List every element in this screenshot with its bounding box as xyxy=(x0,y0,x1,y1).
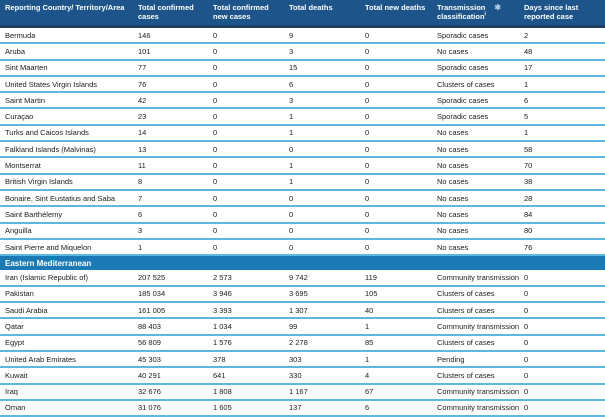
cell-transmission-classification: No cases xyxy=(437,226,469,236)
cell-total-deaths: 99 xyxy=(289,321,298,331)
section-header-label: Eastern Mediterranean xyxy=(5,258,92,268)
cell-total-confirmed-new-cases: 0 xyxy=(213,30,218,40)
cell-transmission-classification: Clusters of cases xyxy=(437,289,495,299)
cell-transmission-classification: Community transmission xyxy=(437,403,519,413)
cell-days-since-last-reported-case: 0 xyxy=(524,354,529,364)
cell-transmission-classification: Sporadic cases xyxy=(437,95,489,105)
cell-total-confirmed-new-cases: 1 808 xyxy=(213,387,232,397)
cell-total-confirmed-cases: 1 xyxy=(138,242,143,252)
cell-total-confirmed-cases: 8 xyxy=(138,177,143,187)
transmission-header-line1: Transmission ✱ xyxy=(437,3,502,12)
cell-country: Aruba xyxy=(5,46,26,56)
cell-total-new-deaths: 0 xyxy=(365,46,370,56)
column-header-total-deaths: Total deaths xyxy=(289,3,333,12)
cell-days-since-last-reported-case: 0 xyxy=(524,370,529,380)
cell-transmission-classification: No cases xyxy=(437,161,469,171)
cell-transmission-classification: Community transmission xyxy=(437,273,519,283)
table-row xyxy=(0,224,605,240)
section-header-row xyxy=(0,256,605,270)
table-row xyxy=(0,142,605,158)
cell-days-since-last-reported-case: 0 xyxy=(524,273,529,283)
cell-total-confirmed-new-cases: 3 393 xyxy=(213,305,232,315)
cell-total-new-deaths: 0 xyxy=(365,95,370,105)
cell-days-since-last-reported-case: 0 xyxy=(524,387,529,397)
cell-total-new-deaths: 0 xyxy=(365,30,370,40)
cell-country: United States Virgin Islands xyxy=(5,79,97,89)
cell-total-confirmed-cases: 6 xyxy=(138,209,143,219)
cell-total-deaths: 0 xyxy=(289,144,294,154)
table-row xyxy=(0,287,605,303)
cell-country: Kuwait xyxy=(5,370,28,380)
cell-days-since-last-reported-case: 70 xyxy=(524,161,533,171)
table-row xyxy=(0,336,605,352)
cell-total-confirmed-cases: 207 525 xyxy=(138,273,166,283)
cell-transmission-classification: Clusters of cases xyxy=(437,338,495,348)
table-row xyxy=(0,44,605,60)
cell-total-confirmed-cases: 185 034 xyxy=(138,289,166,299)
cell-total-confirmed-new-cases: 0 xyxy=(213,193,218,203)
cell-days-since-last-reported-case: 76 xyxy=(524,242,533,252)
cell-total-deaths: 330 xyxy=(289,370,302,380)
cell-country: Montserrat xyxy=(5,161,41,171)
cell-total-new-deaths: 0 xyxy=(365,128,370,138)
cell-days-since-last-reported-case: 0 xyxy=(524,289,529,299)
column-header-total-new-deaths: Total new deaths xyxy=(365,3,426,12)
cell-total-confirmed-new-cases: 0 xyxy=(213,46,218,56)
cell-transmission-classification: Pending xyxy=(437,354,465,364)
cell-country: Turks and Caicos Islands xyxy=(5,128,89,138)
cell-days-since-last-reported-case: 0 xyxy=(524,403,529,413)
table-row xyxy=(0,401,605,417)
cell-total-confirmed-cases: 42 xyxy=(138,95,147,105)
cell-total-deaths: 6 xyxy=(289,79,294,89)
cell-total-confirmed-cases: 146 xyxy=(138,30,151,40)
cell-days-since-last-reported-case: 80 xyxy=(524,226,533,236)
cell-total-confirmed-new-cases: 0 xyxy=(213,63,218,73)
cell-total-confirmed-new-cases: 0 xyxy=(213,128,218,138)
cell-transmission-classification: Clusters of cases xyxy=(437,305,495,315)
cell-total-new-deaths: 40 xyxy=(365,305,374,315)
cell-country: Anguilla xyxy=(5,226,32,236)
cell-country: Qatar xyxy=(5,321,24,331)
cell-total-confirmed-new-cases: 378 xyxy=(213,354,226,364)
cell-total-confirmed-new-cases: 0 xyxy=(213,95,218,105)
cell-total-deaths: 9 xyxy=(289,30,294,40)
cell-total-deaths: 3 695 xyxy=(289,289,308,299)
cell-total-deaths: 15 xyxy=(289,63,298,73)
cell-total-confirmed-new-cases: 1 576 xyxy=(213,338,232,348)
cell-transmission-classification: No cases xyxy=(437,242,469,252)
table-body xyxy=(0,28,605,417)
cell-total-confirmed-cases: 14 xyxy=(138,128,147,138)
cell-total-new-deaths: 0 xyxy=(365,161,370,171)
cell-total-new-deaths: 0 xyxy=(365,226,370,236)
cell-country: Saint Martin xyxy=(5,95,46,105)
table-row xyxy=(0,61,605,77)
cell-total-new-deaths: 0 xyxy=(365,209,370,219)
cell-country: Iraq xyxy=(5,387,18,397)
cell-total-confirmed-cases: 45 303 xyxy=(138,354,161,364)
cell-total-deaths: 303 xyxy=(289,354,302,364)
cell-total-new-deaths: 0 xyxy=(365,79,370,89)
cell-total-deaths: 1 xyxy=(289,177,294,187)
cell-total-confirmed-new-cases: 0 xyxy=(213,112,218,122)
table-row xyxy=(0,319,605,335)
cell-country: Bonaire, Sint Eustatius and Saba xyxy=(5,193,116,203)
cell-total-confirmed-cases: 3 xyxy=(138,226,143,236)
asterisk-icon: ✱ xyxy=(494,3,502,12)
table-row xyxy=(0,28,605,44)
cell-transmission-classification: Community transmission xyxy=(437,387,519,397)
cell-total-deaths: 0 xyxy=(289,193,294,203)
cell-total-new-deaths: 0 xyxy=(365,193,370,203)
column-header-days-since-last-reported-case: Days since last reported case xyxy=(524,3,579,21)
table-row xyxy=(0,126,605,142)
cell-total-new-deaths: 105 xyxy=(365,289,378,299)
cell-total-confirmed-cases: 13 xyxy=(138,144,147,154)
cell-days-since-last-reported-case: 6 xyxy=(524,95,529,105)
cell-transmission-classification: No cases xyxy=(437,177,469,187)
cell-total-new-deaths: 6 xyxy=(365,403,370,413)
cell-total-confirmed-cases: 76 xyxy=(138,79,147,89)
cell-total-confirmed-cases: 101 xyxy=(138,46,151,56)
cell-total-deaths: 1 307 xyxy=(289,305,308,315)
cell-total-new-deaths: 85 xyxy=(365,338,374,348)
cell-total-deaths: 3 xyxy=(289,46,294,56)
table-row xyxy=(0,385,605,401)
cell-total-deaths: 1 xyxy=(289,128,294,138)
footnote-marker: i xyxy=(484,11,486,18)
cell-days-since-last-reported-case: 17 xyxy=(524,63,533,73)
cell-total-new-deaths: 4 xyxy=(365,370,370,380)
table-row xyxy=(0,175,605,191)
cell-country: Sint Maarten xyxy=(5,63,48,73)
cell-total-deaths: 0 xyxy=(289,242,294,252)
cell-transmission-classification: No cases xyxy=(437,46,469,56)
cell-total-confirmed-new-cases: 0 xyxy=(213,177,218,187)
cell-total-confirmed-cases: 23 xyxy=(138,112,147,122)
table-row xyxy=(0,352,605,368)
cell-total-confirmed-new-cases: 2 573 xyxy=(213,273,232,283)
cell-total-new-deaths: 0 xyxy=(365,144,370,154)
cell-country: Saint Barthélemy xyxy=(5,209,63,219)
cell-transmission-classification: Sporadic cases xyxy=(437,30,489,40)
cell-total-confirmed-new-cases: 0 xyxy=(213,144,218,154)
cell-total-new-deaths: 1 xyxy=(365,354,370,364)
cell-days-since-last-reported-case: 0 xyxy=(524,338,529,348)
table-row xyxy=(0,368,605,384)
cell-total-confirmed-new-cases: 0 xyxy=(213,209,218,219)
cell-days-since-last-reported-case: 58 xyxy=(524,144,533,154)
cell-country: Saudi Arabia xyxy=(5,305,48,315)
cell-transmission-classification: No cases xyxy=(437,193,469,203)
column-header-transmission-classification xyxy=(432,0,519,25)
cell-days-since-last-reported-case: 5 xyxy=(524,112,529,122)
cell-total-new-deaths: 1 xyxy=(365,321,370,331)
cell-total-confirmed-cases: 77 xyxy=(138,63,147,73)
cell-total-deaths: 1 xyxy=(289,161,294,171)
cell-days-since-last-reported-case: 38 xyxy=(524,177,533,187)
cell-days-since-last-reported-case: 1 xyxy=(524,79,529,89)
cell-days-since-last-reported-case: 2 xyxy=(524,30,529,40)
cell-total-confirmed-new-cases: 0 xyxy=(213,79,218,89)
cell-total-confirmed-new-cases: 3 946 xyxy=(213,289,232,299)
cell-total-new-deaths: 0 xyxy=(365,112,370,122)
cell-total-confirmed-new-cases: 0 xyxy=(213,161,218,171)
cell-total-deaths: 1 167 xyxy=(289,387,308,397)
table-row xyxy=(0,207,605,223)
cell-total-confirmed-cases: 7 xyxy=(138,193,143,203)
cell-transmission-classification: Clusters of cases xyxy=(437,79,495,89)
cell-total-new-deaths: 119 xyxy=(365,273,377,283)
table-row xyxy=(0,158,605,174)
cell-days-since-last-reported-case: 48 xyxy=(524,46,533,56)
cell-total-confirmed-new-cases: 0 xyxy=(213,226,218,236)
cell-total-confirmed-cases: 32 676 xyxy=(138,387,161,397)
cell-country: United Arab Emirates xyxy=(5,354,76,364)
cell-transmission-classification: Sporadic cases xyxy=(437,63,489,73)
table-header-row xyxy=(0,0,605,28)
cell-transmission-classification: Clusters of cases xyxy=(437,370,495,380)
table-row xyxy=(0,270,605,286)
cell-total-deaths: 1 xyxy=(289,112,294,122)
cell-total-deaths: 137 xyxy=(289,403,302,413)
cell-total-new-deaths: 0 xyxy=(365,63,370,73)
cell-total-confirmed-new-cases: 0 xyxy=(213,242,218,252)
table-row xyxy=(0,77,605,93)
column-header-total-confirmed-new-cases: Total confirmed new cases xyxy=(213,3,269,21)
table-row xyxy=(0,240,605,256)
cell-days-since-last-reported-case: 1 xyxy=(524,128,529,138)
cell-transmission-classification: No cases xyxy=(437,144,469,154)
cell-days-since-last-reported-case: 0 xyxy=(524,321,529,331)
cell-country: Egypt xyxy=(5,338,25,348)
table-row xyxy=(0,109,605,125)
cell-transmission-classification: No cases xyxy=(437,128,469,138)
cell-total-confirmed-cases: 88 403 xyxy=(138,321,161,331)
cell-country: Oman xyxy=(5,403,26,413)
table-row xyxy=(0,191,605,207)
cell-country: Falkland Islands (Malvinas) xyxy=(5,144,96,154)
cell-transmission-classification: No cases xyxy=(437,209,469,219)
cell-country: Saint Pierre and Miquelon xyxy=(5,242,92,252)
cell-days-since-last-reported-case: 0 xyxy=(524,305,529,315)
cell-total-confirmed-new-cases: 1 605 xyxy=(213,403,232,413)
cell-country: Bermuda xyxy=(5,30,36,40)
transmission-header-line2: classification$^i$ xyxy=(437,11,486,21)
cell-country: British Virgin Islands xyxy=(5,177,73,187)
cell-total-deaths: 0 xyxy=(289,226,294,236)
cell-country: Pakistan xyxy=(5,289,34,299)
cell-total-confirmed-new-cases: 1 034 xyxy=(213,321,232,331)
cell-transmission-classification: Sporadic cases xyxy=(437,112,489,122)
column-header-country: Reporting Country/ Territory/Area xyxy=(5,3,125,12)
cell-total-confirmed-cases: 161 005 xyxy=(138,305,166,315)
cell-total-deaths: 3 xyxy=(289,95,294,105)
cell-total-confirmed-cases: 31 076 xyxy=(138,403,161,413)
cell-total-new-deaths: 0 xyxy=(365,177,370,187)
cell-total-confirmed-cases: 11 xyxy=(138,161,146,171)
table-row xyxy=(0,303,605,319)
cell-country: Curaçao xyxy=(5,112,34,122)
column-header-total-confirmed-cases: Total confirmed cases xyxy=(138,3,194,21)
cell-total-confirmed-cases: 56 809 xyxy=(138,338,161,348)
cell-days-since-last-reported-case: 84 xyxy=(524,209,533,219)
cell-total-deaths: 9 742 xyxy=(289,273,308,283)
cell-transmission-classification: Community transmission xyxy=(437,321,519,331)
cell-total-confirmed-new-cases: 641 xyxy=(213,370,226,380)
cell-total-confirmed-cases: 40 291 xyxy=(138,370,161,380)
cell-total-new-deaths: 0 xyxy=(365,242,370,252)
cell-total-deaths: 0 xyxy=(289,209,294,219)
cell-total-new-deaths: 67 xyxy=(365,387,374,397)
cell-country: Iran (Islamic Republic of) xyxy=(5,273,88,283)
cell-total-deaths: 2 278 xyxy=(289,338,308,348)
cell-days-since-last-reported-case: 28 xyxy=(524,193,533,203)
table-row xyxy=(0,93,605,109)
